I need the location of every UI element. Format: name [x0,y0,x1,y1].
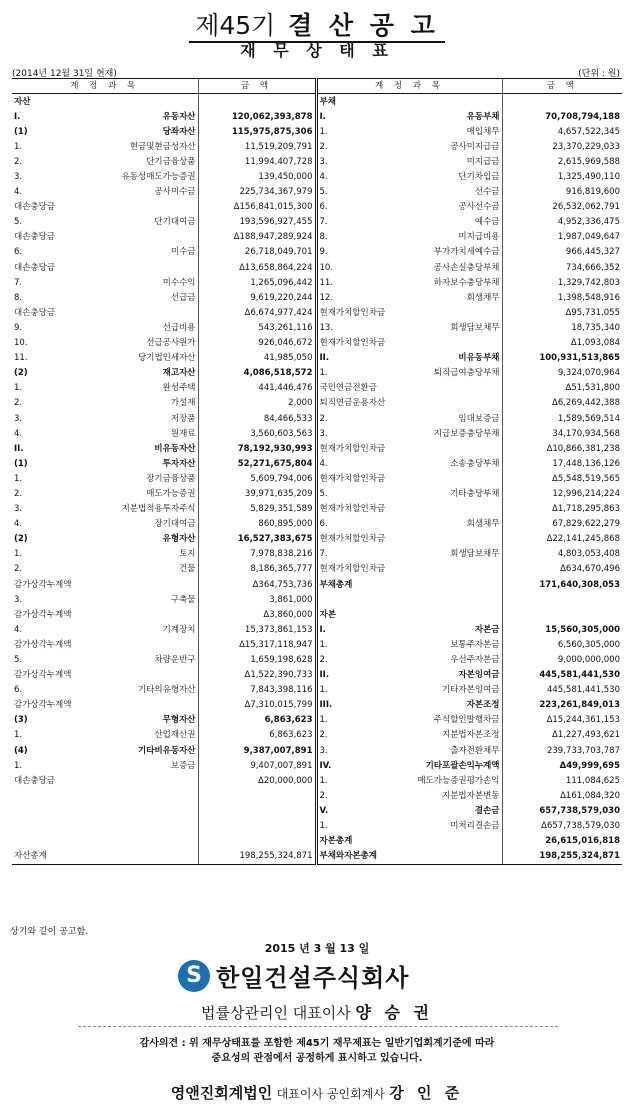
right-amount-cell: 1,398,548,916 [557,292,620,303]
auditor-name: 강 인 준 [389,1084,464,1102]
left-amount-cell: 8,186,365,777 [198,562,316,577]
right-amount-cell: Δ5,548,519,565 [552,473,620,484]
left-account-cell: 4. 장기대여금 [12,517,198,532]
term-label: 제45기 [195,11,276,40]
left-account-cell: 1. 장기금융상품 [12,471,198,486]
left-amount-cell: 9,619,220,244 [198,290,316,305]
left-amount-cell: 1,265,096,442 [198,275,316,290]
left-account-cell: 7. 미수수익 [12,275,198,290]
table-row [12,607,622,622]
right-account-cell: 1. 매도가능증권평가손익 [316,773,502,788]
right-account-cell: 8. 미지급비용 [316,230,502,245]
left-account-cell: 2. 단기금융상품 [12,154,198,169]
table-row [12,215,622,230]
right-account-cell: 1. 주식할인발행차금 [316,713,502,728]
left-account-cell: 대손충당금 [12,200,198,215]
left-account-cell: 감가상각누계액 [12,607,198,622]
right-amount-cell: Δ95,731,055 [565,307,620,318]
left-account-cell: 1. 산업재산권 [12,728,198,743]
col-header-amount-right: 금 액 [502,79,622,94]
left-account-cell: 자산 [12,94,198,110]
left-amount-cell: Δ364,753,736 [198,577,316,592]
right-amount-cell: Δ51,531,800 [565,383,620,394]
left-amount-cell: 4,086,518,572 [198,366,316,381]
left-amount-cell: 193,596,927,455 [198,215,316,230]
left-account-cell: 4. 원재료 [12,426,198,441]
table-row [12,622,622,637]
table-row [12,411,622,426]
right-account-cell: 2. 지분법자본변동 [316,788,502,803]
left-account-cell: (1) 당좌자산 [12,124,198,139]
right-amount-cell: 445,581,441,530 [546,685,620,696]
right-account-cell: 현재가치할인차금 [316,502,502,517]
right-amount-cell: 1,325,490,110 [557,172,620,183]
table-row [12,502,622,517]
table-row [12,320,622,335]
table-row [12,366,622,381]
right-amount-cell: 239,733,703,787 [546,745,620,756]
table-row [12,834,622,849]
right-amount-cell: Δ634,670,496 [560,564,620,575]
company-name: 한일건설주식회사 [216,964,410,992]
right-amount-cell: 1,589,569,514 [557,413,620,424]
right-amount-cell: Δ161,084,320 [560,790,620,801]
right-account-cell: 6. 회생채무 [316,517,502,532]
right-amount-cell: 26,532,062,791 [552,202,620,213]
table-row [12,698,622,713]
right-amount-cell: 111,084,625 [565,775,620,786]
right-account-cell: 4. 단기차입금 [316,169,502,184]
left-account-cell: 11. 당기법인세자산 [12,351,198,366]
right-account-cell: 2. 임대보증금 [316,411,502,426]
right-amount-cell: 9,000,000,000 [557,655,620,666]
announcement-note: 상기와 같이 공고함. [10,927,89,937]
left-amount-cell: 52,271,675,804 [198,456,316,471]
auditor-line [0,1082,634,1103]
col-header-account-right: 계 정 과 목 [316,79,502,94]
left-amount-cell: Δ15,317,118,947 [198,637,316,652]
right-account-cell: 부채와자본총계 [316,849,502,865]
table-row [12,743,622,758]
left-account-cell: 10. 선급공사원가 [12,336,198,351]
right-amount-cell: 17,448,136,126 [552,458,620,469]
table-row [12,713,622,728]
left-account-cell: (2) 유형자산 [12,532,198,547]
table-row [12,758,622,773]
table-row [12,185,622,200]
table-row [12,517,622,532]
table-row [12,290,622,305]
left-account-cell: I. 유동자산 [12,109,198,124]
left-account-cell: 4. 공사미수금 [12,185,198,200]
representative-title: 법률상관리인 대표이사 [201,1004,351,1022]
table-row [12,637,622,652]
right-account-cell: 자본총계 [316,834,502,849]
right-account-cell: 7. 예수금 [316,215,502,230]
left-amount-cell: 441,446,476 [198,381,316,396]
table-row [12,773,622,788]
right-account-cell: 10. 공사손실충당부채 [316,260,502,275]
left-amount-cell: 5,829,351,589 [198,502,316,517]
left-amount-cell: 26,718,049,701 [198,245,316,260]
left-account-cell: 5. 차량운반구 [12,652,198,667]
table-row [12,396,622,411]
right-account-cell: 현재가치할인차금 [316,336,502,351]
table-row [12,351,622,366]
table-row [12,245,622,260]
right-amount-cell: 4,952,336,475 [557,217,620,228]
representative-line [0,1000,634,1023]
right-amount-cell: Δ6,269,442,388 [552,398,620,409]
left-account-cell: 8. 선급금 [12,290,198,305]
left-account-cell: 2. 건물 [12,562,198,577]
table-row [12,577,622,592]
company-logo [178,958,409,993]
table-row [12,336,622,351]
right-amount-cell: 734,666,352 [565,262,620,273]
left-amount-cell: 139,450,000 [198,169,316,184]
audit-opinion-line-1: 감사의견 : 위 재무상태표를 포함한 제45기 재무제표는 일반기업회계기준에 따라 [139,1038,495,1049]
table-row [12,426,622,441]
table-row [12,260,622,275]
table-row [12,109,622,124]
right-account-cell: III. 자본조정 [316,698,502,713]
table-row [12,275,622,290]
right-amount-cell: Δ657,738,579,030 [541,821,620,832]
right-amount-cell: Δ1,227,493,621 [552,730,620,741]
right-account-cell: IV. 기타포괄손익누계액 [316,758,502,773]
left-amount-cell [198,834,316,849]
right-account-cell: 1. 보통주자본금 [316,637,502,652]
table-row [12,592,622,607]
right-account-cell: 국민연금전환금 [316,381,502,396]
left-amount-cell: 2,000 [198,396,316,411]
left-amount-cell: 926,046,672 [198,336,316,351]
right-account-cell: 현재가치할인차금 [316,305,502,320]
left-account-cell: 1. 토지 [12,547,198,562]
auditor-firm: 영앤진회계법인 [170,1084,273,1102]
right-amount-cell: 34,170,934,568 [552,428,620,439]
right-amount-cell: 9,324,070,964 [557,368,620,379]
left-amount-cell: 1,659,198,628 [198,652,316,667]
left-amount-cell: Δ13,658,864,224 [198,260,316,275]
left-account-cell [12,819,198,834]
left-account-cell: 감가상각누계액 [12,698,198,713]
right-account-cell: 1. 미처리결손금 [316,819,502,834]
left-account-cell: (4) 기타비유동자산 [12,743,198,758]
table-row [12,441,622,456]
left-account-cell: 3. 지분법적용투자주식 [12,502,198,517]
col-header-amount-left: 금 액 [198,79,316,94]
left-amount-cell: 41,985,050 [198,351,316,366]
left-amount-cell: 198,255,324,871 [198,849,316,865]
left-amount-cell: 7,843,398,116 [198,683,316,698]
table-row [12,471,622,486]
left-account-cell [12,788,198,803]
unit-label: (단위 : 원) [578,69,620,79]
right-account-cell: 2. 우선주자본금 [316,652,502,667]
table-row [12,139,622,154]
right-amount-cell: Δ1,718,295,863 [552,504,620,515]
left-amount-cell: 6,863,623 [198,728,316,743]
right-amount-cell: Δ10,866,381,238 [546,443,620,454]
left-account-cell: 1. 완성주택 [12,381,198,396]
left-account-cell: 1. 현금및현금성자산 [12,139,198,154]
left-amount-cell: 3,861,000 [198,592,316,607]
right-account-cell: 7. 회생담보채무 [316,547,502,562]
right-amount-cell: 198,255,324,871 [502,849,622,865]
right-account-cell: 4. 소송충당부채 [316,456,502,471]
left-account-cell: 3. 유동성매도가능증권 [12,169,198,184]
table-row [12,230,622,245]
right-account-cell: 12. 회생채무 [316,290,502,305]
table-row [12,532,622,547]
right-amount-cell: Δ1,093,084 [570,338,620,349]
left-amount-cell: 15,373,861,153 [198,622,316,637]
right-amount-cell: 6,560,305,000 [557,639,620,650]
right-account-cell: 5. 선수금 [316,185,502,200]
left-account-cell: 6. 미수금 [12,245,198,260]
representative-name: 양 승 권 [355,1003,433,1022]
left-amount-cell: 6,863,623 [198,713,316,728]
right-account-cell: 6. 공사선수금 [316,200,502,215]
left-account-cell: (2) 재고자산 [12,366,198,381]
right-amount-cell: 100,931,513,865 [539,353,620,364]
table-row [12,683,622,698]
table-row [12,668,622,683]
as-of-date: (2014년 12월 31일 현재) [12,69,117,79]
audit-opinion-line-2: 중요성의 관점에서 공정하게 표시하고 있습니다. [211,1053,423,1064]
left-amount-cell: 7,978,838,216 [198,547,316,562]
left-account-cell: 6. 기타의유형자산 [12,683,198,698]
right-amount-cell: Δ22,141,245,868 [546,534,620,545]
right-amount-cell: 657,738,579,030 [539,805,620,816]
right-amount-cell: 171,640,308,053 [539,579,620,590]
right-account-cell: 5. 기타충당부채 [316,486,502,501]
table-row [12,154,622,169]
left-amount-cell: Δ188,947,289,924 [198,230,316,245]
left-amount-cell: Δ3,860,000 [198,607,316,622]
right-amount-cell: 4,803,053,408 [557,549,620,560]
left-amount-cell [198,803,316,818]
title-main: 결 산 공 고 [288,11,439,40]
right-account-cell: 2. 공사미지급금 [316,139,502,154]
right-amount-cell: 445,581,441,530 [539,670,620,681]
right-amount-cell: 916,819,600 [565,187,620,198]
announcement-title [0,6,634,42]
table-row [12,486,622,501]
table-row [12,788,622,803]
right-account-cell: 3. 지급보증충당부채 [316,426,502,441]
table-header-row [12,79,622,94]
table-row [12,547,622,562]
table-row [12,169,622,184]
right-account-cell: 현재가치할인차금 [316,562,502,577]
right-account-cell: 13. 회생담보채무 [316,320,502,335]
left-account-cell: 감가상각누계액 [12,668,198,683]
divider [78,1026,558,1027]
left-account-cell: 4. 기계장치 [12,622,198,637]
left-amount-cell: 11,994,407,728 [198,154,316,169]
announcement-date: 2015 년 3 월 13 일 [264,942,370,955]
left-account-cell: 대손충당금 [12,230,198,245]
left-account-cell [12,803,198,818]
left-amount-cell: 9,387,007,891 [198,743,316,758]
left-amount-cell: Δ7,310,015,799 [198,698,316,713]
right-amount-cell: 70,708,794,188 [545,111,620,122]
company-emblem-icon: S [178,960,210,992]
left-amount-cell: 11,519,209,791 [198,139,316,154]
right-account-cell [316,592,502,607]
left-account-cell: 대손충당금 [12,773,198,788]
right-account-cell: 현재가치할인차금 [316,532,502,547]
left-account-cell: (1) 투자자산 [12,456,198,471]
right-amount-cell: 23,370,229,033 [552,141,620,152]
right-amount-cell [502,607,622,622]
right-account-cell: II. 비유동부채 [316,351,502,366]
table-row [12,305,622,320]
left-amount-cell: 543,261,116 [198,320,316,335]
audit-opinion [0,1036,634,1066]
left-amount-cell: 9,407,007,891 [198,758,316,773]
right-amount-cell: 2,615,969,588 [557,156,620,167]
right-account-cell: I. 유동부채 [316,109,502,124]
left-amount-cell: 84,466,533 [198,411,316,426]
left-amount-cell: 225,734,367,979 [198,185,316,200]
left-account-cell: 자산총계 [12,849,198,865]
right-account-cell: 자본 [316,607,502,622]
right-account-cell: II. 자본잉여금 [316,668,502,683]
right-account-cell: 2. 지분법자본조정 [316,728,502,743]
right-amount-cell: 223,261,849,013 [539,700,620,711]
table-row [12,200,622,215]
right-amount-cell: Δ15,244,361,153 [546,715,620,726]
left-account-cell: 감가상각누계액 [12,577,198,592]
right-account-cell: 1. 기타자본잉여금 [316,683,502,698]
table-row [12,803,622,818]
table-row [12,728,622,743]
right-amount-cell [502,592,622,607]
right-account-cell: 부채 [316,94,502,110]
right-amount-cell: 18,735,340 [571,322,620,333]
left-account-cell: 3. 저장품 [12,411,198,426]
col-header-account-left: 계 정 과 목 [12,79,198,94]
right-account-cell: V. 결손금 [316,803,502,818]
left-account-cell [12,834,198,849]
table-row [12,124,622,139]
right-account-cell: 부채총계 [316,577,502,592]
left-amount-cell: Δ6,674,977,424 [198,305,316,320]
right-account-cell: I. 자본금 [316,622,502,637]
left-amount-cell: 39,971,635,209 [198,486,316,501]
left-account-cell: 대손충당금 [12,260,198,275]
table-row [12,849,622,865]
table-row [12,562,622,577]
right-amount-cell: 12,996,214,224 [552,488,620,499]
left-amount-cell: 5,609,794,006 [198,471,316,486]
right-account-cell: 9. 부가가치세예수금 [316,245,502,260]
right-account-cell: 퇴직연금운용자산 [316,396,502,411]
left-account-cell: II. 비유동자산 [12,441,198,456]
right-amount-cell: 15,560,305,000 [545,624,620,635]
right-account-cell: 1. 퇴직급여충당부채 [316,366,502,381]
right-amount-cell [502,94,622,110]
table-row [12,381,622,396]
auditor-title: 대표이사 공인회계사 [276,1087,385,1101]
left-amount-cell: 78,192,930,993 [198,441,316,456]
right-account-cell: 3. 미지급금 [316,154,502,169]
right-account-cell: 현재가치할인차금 [316,441,502,456]
left-amount-cell: 16,527,383,675 [198,532,316,547]
right-amount-cell: 67,829,622,279 [552,519,620,530]
left-amount-cell: Δ1,522,390,733 [198,668,316,683]
left-amount-cell: 860,895,000 [198,517,316,532]
left-amount-cell [198,94,316,110]
right-account-cell: 1. 매입채무 [316,124,502,139]
left-account-cell: 대손충당금 [12,305,198,320]
balance-sheet-table [12,78,622,865]
right-account-cell: 11. 하자보수충당부채 [316,275,502,290]
left-account-cell: (3) 무형자산 [12,713,198,728]
right-account-cell: 현재가치할인차금 [316,471,502,486]
left-account-cell: 1. 보증금 [12,758,198,773]
left-amount-cell: 120,062,393,878 [198,109,316,124]
left-amount-cell [198,819,316,834]
right-amount-cell: Δ49,999,695 [559,760,620,771]
right-amount-cell: 4,657,522,345 [557,126,620,137]
table-row [12,819,622,834]
right-amount-cell: 1,987,049,647 [557,232,620,243]
table-row [12,94,622,110]
right-amount-cell: 1,329,742,803 [557,277,620,288]
left-account-cell: 2. 매도가능증권 [12,486,198,501]
left-amount-cell: Δ20,000,000 [198,773,316,788]
table-row [12,456,622,471]
left-account-cell: 5. 단기대여금 [12,215,198,230]
left-amount-cell: 3,560,603,563 [198,426,316,441]
table-row [12,652,622,667]
statement-subtitle: 재 무 상 태 표 [240,41,394,60]
left-account-cell: 3. 구축물 [12,592,198,607]
left-account-cell: 2. 가설재 [12,396,198,411]
left-amount-cell: Δ156,841,015,300 [198,200,316,215]
left-account-cell: 9. 선급비용 [12,320,198,335]
right-account-cell: 3. 출자전환채무 [316,743,502,758]
left-account-cell: 감가상각누계액 [12,637,198,652]
left-amount-cell [198,788,316,803]
left-amount-cell: 115,975,875,306 [198,124,316,139]
right-amount-cell: 26,615,016,818 [545,836,620,847]
right-amount-cell: 966,445,327 [565,247,620,258]
